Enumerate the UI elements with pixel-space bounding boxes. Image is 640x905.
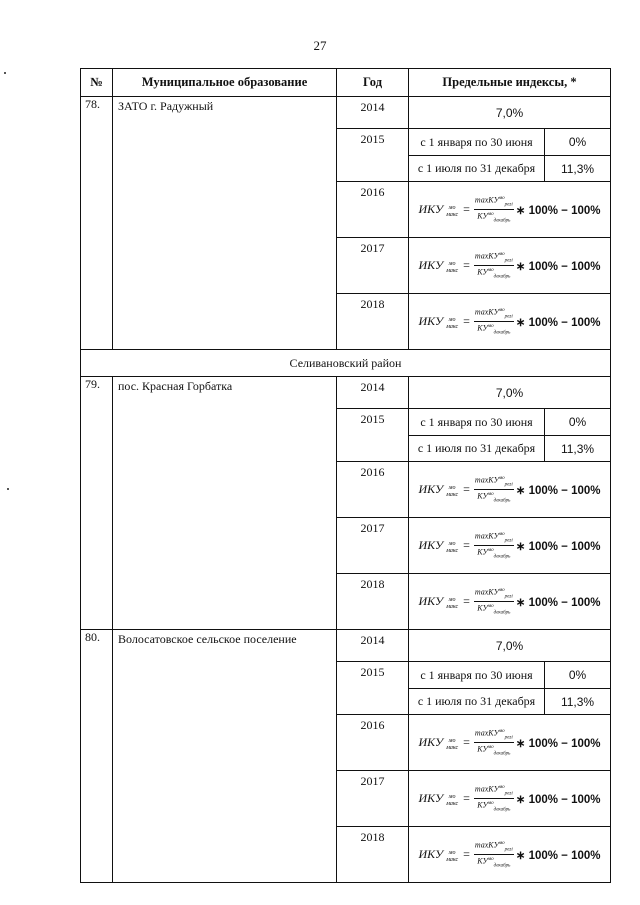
entry-80 (81, 630, 611, 883)
district-title: Селивановский район (81, 350, 611, 377)
index-2018 (409, 574, 611, 630)
formula-equals: = (463, 791, 470, 805)
half-1-value: 0% (545, 129, 611, 156)
scan-speck (4, 72, 6, 74)
page-number: 27 (313, 38, 327, 53)
entry-78 (81, 97, 611, 350)
year-2018: 2018 (337, 827, 409, 883)
half-2-label: с 1 июля по 31 декабря (409, 689, 545, 715)
formula-equals: = (463, 538, 470, 552)
header-year: Год (337, 69, 409, 97)
index-formula (419, 474, 601, 506)
formula-fraction: $\frac{\max KУ^{мо}_{pezi}}{KУ^{мо}_{декабрь}}$ (474, 587, 513, 616)
row-2014 (81, 377, 611, 409)
formula-tail: ∗ 100% − 100% (515, 596, 601, 609)
formula-equals: = (463, 735, 470, 749)
year-2014: 2014 (337, 377, 409, 409)
entry-municipality: пос. Красная Горбатка (113, 377, 337, 630)
half-1-label: с 1 января по 30 июня (409, 409, 545, 436)
index-formula (419, 306, 601, 338)
formula-tail: ∗ 100% − 100% (515, 737, 601, 750)
year-2017: 2017 (337, 771, 409, 827)
year-2016: 2016 (337, 715, 409, 771)
year-2015: 2015 (337, 409, 409, 462)
formula-fraction: $\frac{\max KУ^{мо}_{pezi}}{KУ^{мо}_{декабрь}}$ (474, 728, 513, 757)
half-2-value: 11,3% (545, 436, 611, 462)
index-2017 (409, 771, 611, 827)
formula-lhs: ИКУ (418, 538, 444, 552)
index-formula (419, 839, 601, 871)
formula-lhs: ИКУ (418, 847, 444, 861)
year-2016: 2016 (337, 462, 409, 518)
formula-tail: ∗ 100% − 100% (515, 540, 601, 553)
entry-number: 79. (81, 377, 113, 630)
formula-lhs: ИКУ (418, 202, 444, 216)
formula-equals: = (463, 314, 470, 328)
formula-lhs-sub: мо макс (446, 484, 459, 498)
index-formula (419, 530, 601, 562)
formula-lhs-sub: мо макс (446, 260, 459, 274)
formula-lhs-sub: мо макс (446, 204, 459, 218)
year-2016: 2016 (337, 182, 409, 238)
row-2014 (81, 97, 611, 129)
entry-number: 78. (81, 97, 113, 350)
year-2014: 2014 (337, 97, 409, 129)
header-municipality: Муниципальное образование (113, 69, 337, 97)
district-row (81, 350, 611, 377)
formula-equals: = (463, 258, 470, 272)
index-formula (419, 727, 601, 759)
index-formula (419, 194, 601, 226)
entry-79 (81, 377, 611, 630)
index-2017 (409, 238, 611, 294)
formula-lhs: ИКУ (418, 735, 444, 749)
half-2-label: с 1 июля по 31 декабря (409, 436, 545, 462)
formula-equals: = (463, 594, 470, 608)
index-2014: 7,0% (409, 97, 611, 129)
entry-municipality: ЗАТО г. Радужный (113, 97, 337, 350)
entry-number: 80. (81, 630, 113, 883)
index-formula (419, 783, 601, 815)
formula-lhs-sub: мо макс (446, 737, 459, 751)
index-2016 (409, 462, 611, 518)
formula-equals: = (463, 482, 470, 496)
formula-fraction: $\frac{\max KУ^{мо}_{pezi}}{KУ^{мо}_{декабрь}}$ (474, 251, 513, 280)
formula-tail: ∗ 100% − 100% (515, 316, 601, 329)
formula-lhs: ИКУ (418, 594, 444, 608)
index-2014: 7,0% (409, 630, 611, 662)
index-2017 (409, 518, 611, 574)
scan-speck (7, 488, 9, 490)
formula-fraction: $\frac{\max KУ^{мо}_{pezi}}{KУ^{мо}_{декабрь}}$ (474, 840, 513, 869)
index-2016 (409, 715, 611, 771)
half-1-label: с 1 января по 30 июня (409, 662, 545, 689)
indices-table (80, 68, 611, 883)
formula-tail: ∗ 100% − 100% (515, 204, 601, 217)
formula-lhs: ИКУ (418, 258, 444, 272)
year-2018: 2018 (337, 294, 409, 350)
formula-lhs: ИКУ (418, 314, 444, 328)
half-1-value: 0% (545, 409, 611, 436)
formula-equals: = (463, 202, 470, 216)
formula-tail: ∗ 100% − 100% (515, 849, 601, 862)
half-1-label: с 1 января по 30 июня (409, 129, 545, 156)
formula-lhs: ИКУ (418, 482, 444, 496)
formula-fraction: $\frac{\max KУ^{мо}_{pezi}}{KУ^{мо}_{декабрь}}$ (474, 307, 513, 336)
half-2-value: 11,3% (545, 156, 611, 182)
year-2014: 2014 (337, 630, 409, 662)
formula-lhs-sub: мо макс (446, 849, 459, 863)
row-2014 (81, 630, 611, 662)
entry-municipality: Волосатовское сельское поселение (113, 630, 337, 883)
year-2018: 2018 (337, 574, 409, 630)
year-2017: 2017 (337, 518, 409, 574)
index-2018 (409, 827, 611, 883)
formula-tail: ∗ 100% − 100% (515, 484, 601, 497)
year-2017: 2017 (337, 238, 409, 294)
formula-lhs-sub: мо макс (446, 540, 459, 554)
header-indices: Предельные индексы, * (409, 69, 611, 97)
half-2-label: с 1 июля по 31 декабря (409, 156, 545, 182)
formula-fraction: $\frac{\max KУ^{мо}_{pezi}}{KУ^{мо}_{декабрь}}$ (474, 784, 513, 813)
half-1-value: 0% (545, 662, 611, 689)
formula-equals: = (463, 847, 470, 861)
index-2018 (409, 294, 611, 350)
formula-fraction: $\frac{\max KУ^{мо}_{pezi}}{KУ^{мо}_{декабрь}}$ (474, 531, 513, 560)
index-2016 (409, 182, 611, 238)
header-num: № (81, 69, 113, 97)
formula-lhs-sub: мо макс (446, 316, 459, 330)
index-2014: 7,0% (409, 377, 611, 409)
formula-fraction: $\frac{\max KУ^{мо}_{pezi}}{KУ^{мо}_{декабрь}}$ (474, 475, 513, 504)
formula-lhs: ИКУ (418, 791, 444, 805)
index-formula (419, 250, 601, 282)
year-2015: 2015 (337, 662, 409, 715)
formula-tail: ∗ 100% − 100% (515, 260, 601, 273)
index-formula (419, 586, 601, 618)
year-2015: 2015 (337, 129, 409, 182)
half-2-value: 11,3% (545, 689, 611, 715)
formula-lhs-sub: мо макс (446, 793, 459, 807)
table-header (81, 69, 611, 97)
formula-lhs-sub: мо макс (446, 596, 459, 610)
formula-fraction: $\frac{\max KУ^{мо}_{pezi}}{KУ^{мо}_{декабрь}}$ (474, 195, 513, 224)
formula-tail: ∗ 100% − 100% (515, 793, 601, 806)
